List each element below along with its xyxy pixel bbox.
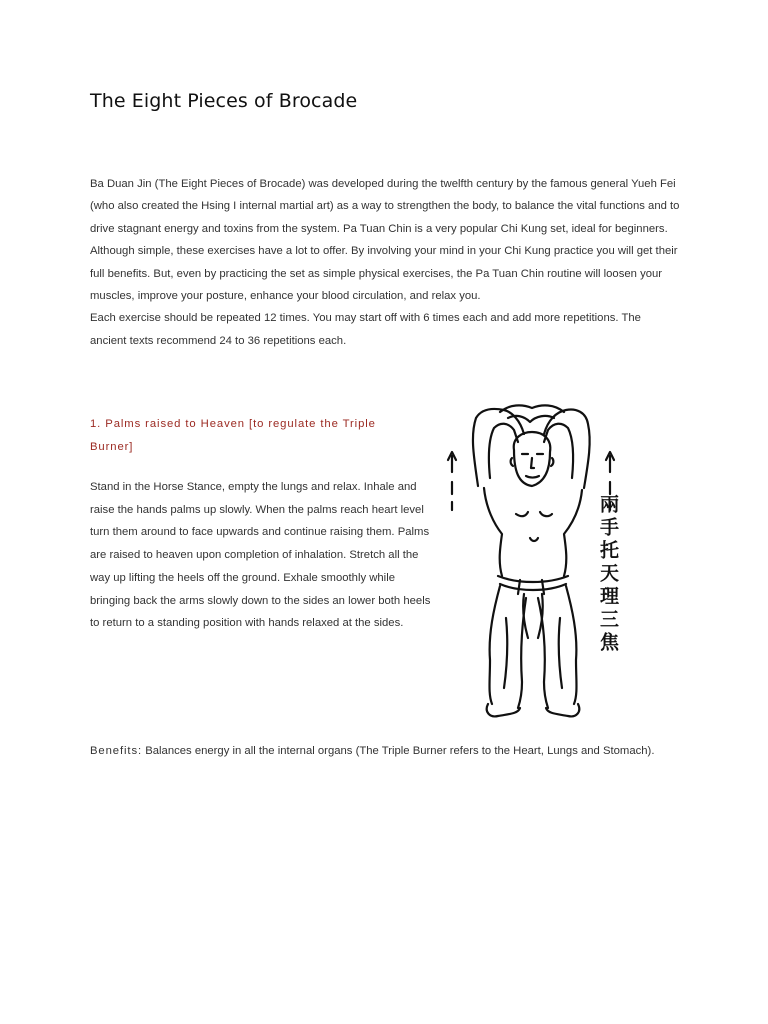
benefits-paragraph xyxy=(90,740,685,763)
intro-text xyxy=(90,173,680,352)
exercise-instructions: Stand in the Horse Stance, empty the lungs and relax. Inhale and raise the hands palms up slowly. When the palms reach heart level turn them around to face upwards and continue raising them. Palms are raised to heaven upon completion of inhalation. Stretch all the way up lifting the heels off the ground. Exhale smoothly while bringing back the arms slowly down to the sides an lower both heels to return to a standing position with hands relaxed at the sides. xyxy=(90,481,431,630)
figure-drawing xyxy=(438,398,638,724)
benefits-label: Benefits: xyxy=(90,745,143,757)
exercise-illustration xyxy=(438,398,638,724)
document-title: The Eight Pieces of Brocade xyxy=(90,90,358,112)
intro-paragraph: Each exercise should be repeated 12 times. You may start off with 6 times each and add more repetitions. The ancient texts recommend 24 to 36 repetitions each. xyxy=(90,312,641,347)
benefits-text: Balances energy in all the internal organs (The Triple Burner refers to the Heart, Lungs and Stomach). xyxy=(145,745,655,757)
exercise-heading: 1. Palms raised to Heaven [to regulate the Triple Burner] xyxy=(90,418,376,453)
illustration-caption: 兩手托天理三焦 xyxy=(597,494,619,655)
intro-paragraph: Ba Duan Jin (The Eight Pieces of Brocade) was developed during the twelfth century by the famous general Yueh Fei (who also created the Hsing I internal martial art) as a way to strengthen the body, to balance the vital functions and to drive stagnant energy and toxins from the system. Pa Tuan Chin is a very popular Chi Kung set, ideal for beginners. Although simple, these exercises have a lot to offer. By involving your mind in your Chi Kung practice you will get their full benefits. But, even by practicing the set as simple physical exercises, the Pa Tuan Chin routine will loosen your muscles, improve your posture, enhance your blood circulation, and relax you. xyxy=(90,178,680,303)
